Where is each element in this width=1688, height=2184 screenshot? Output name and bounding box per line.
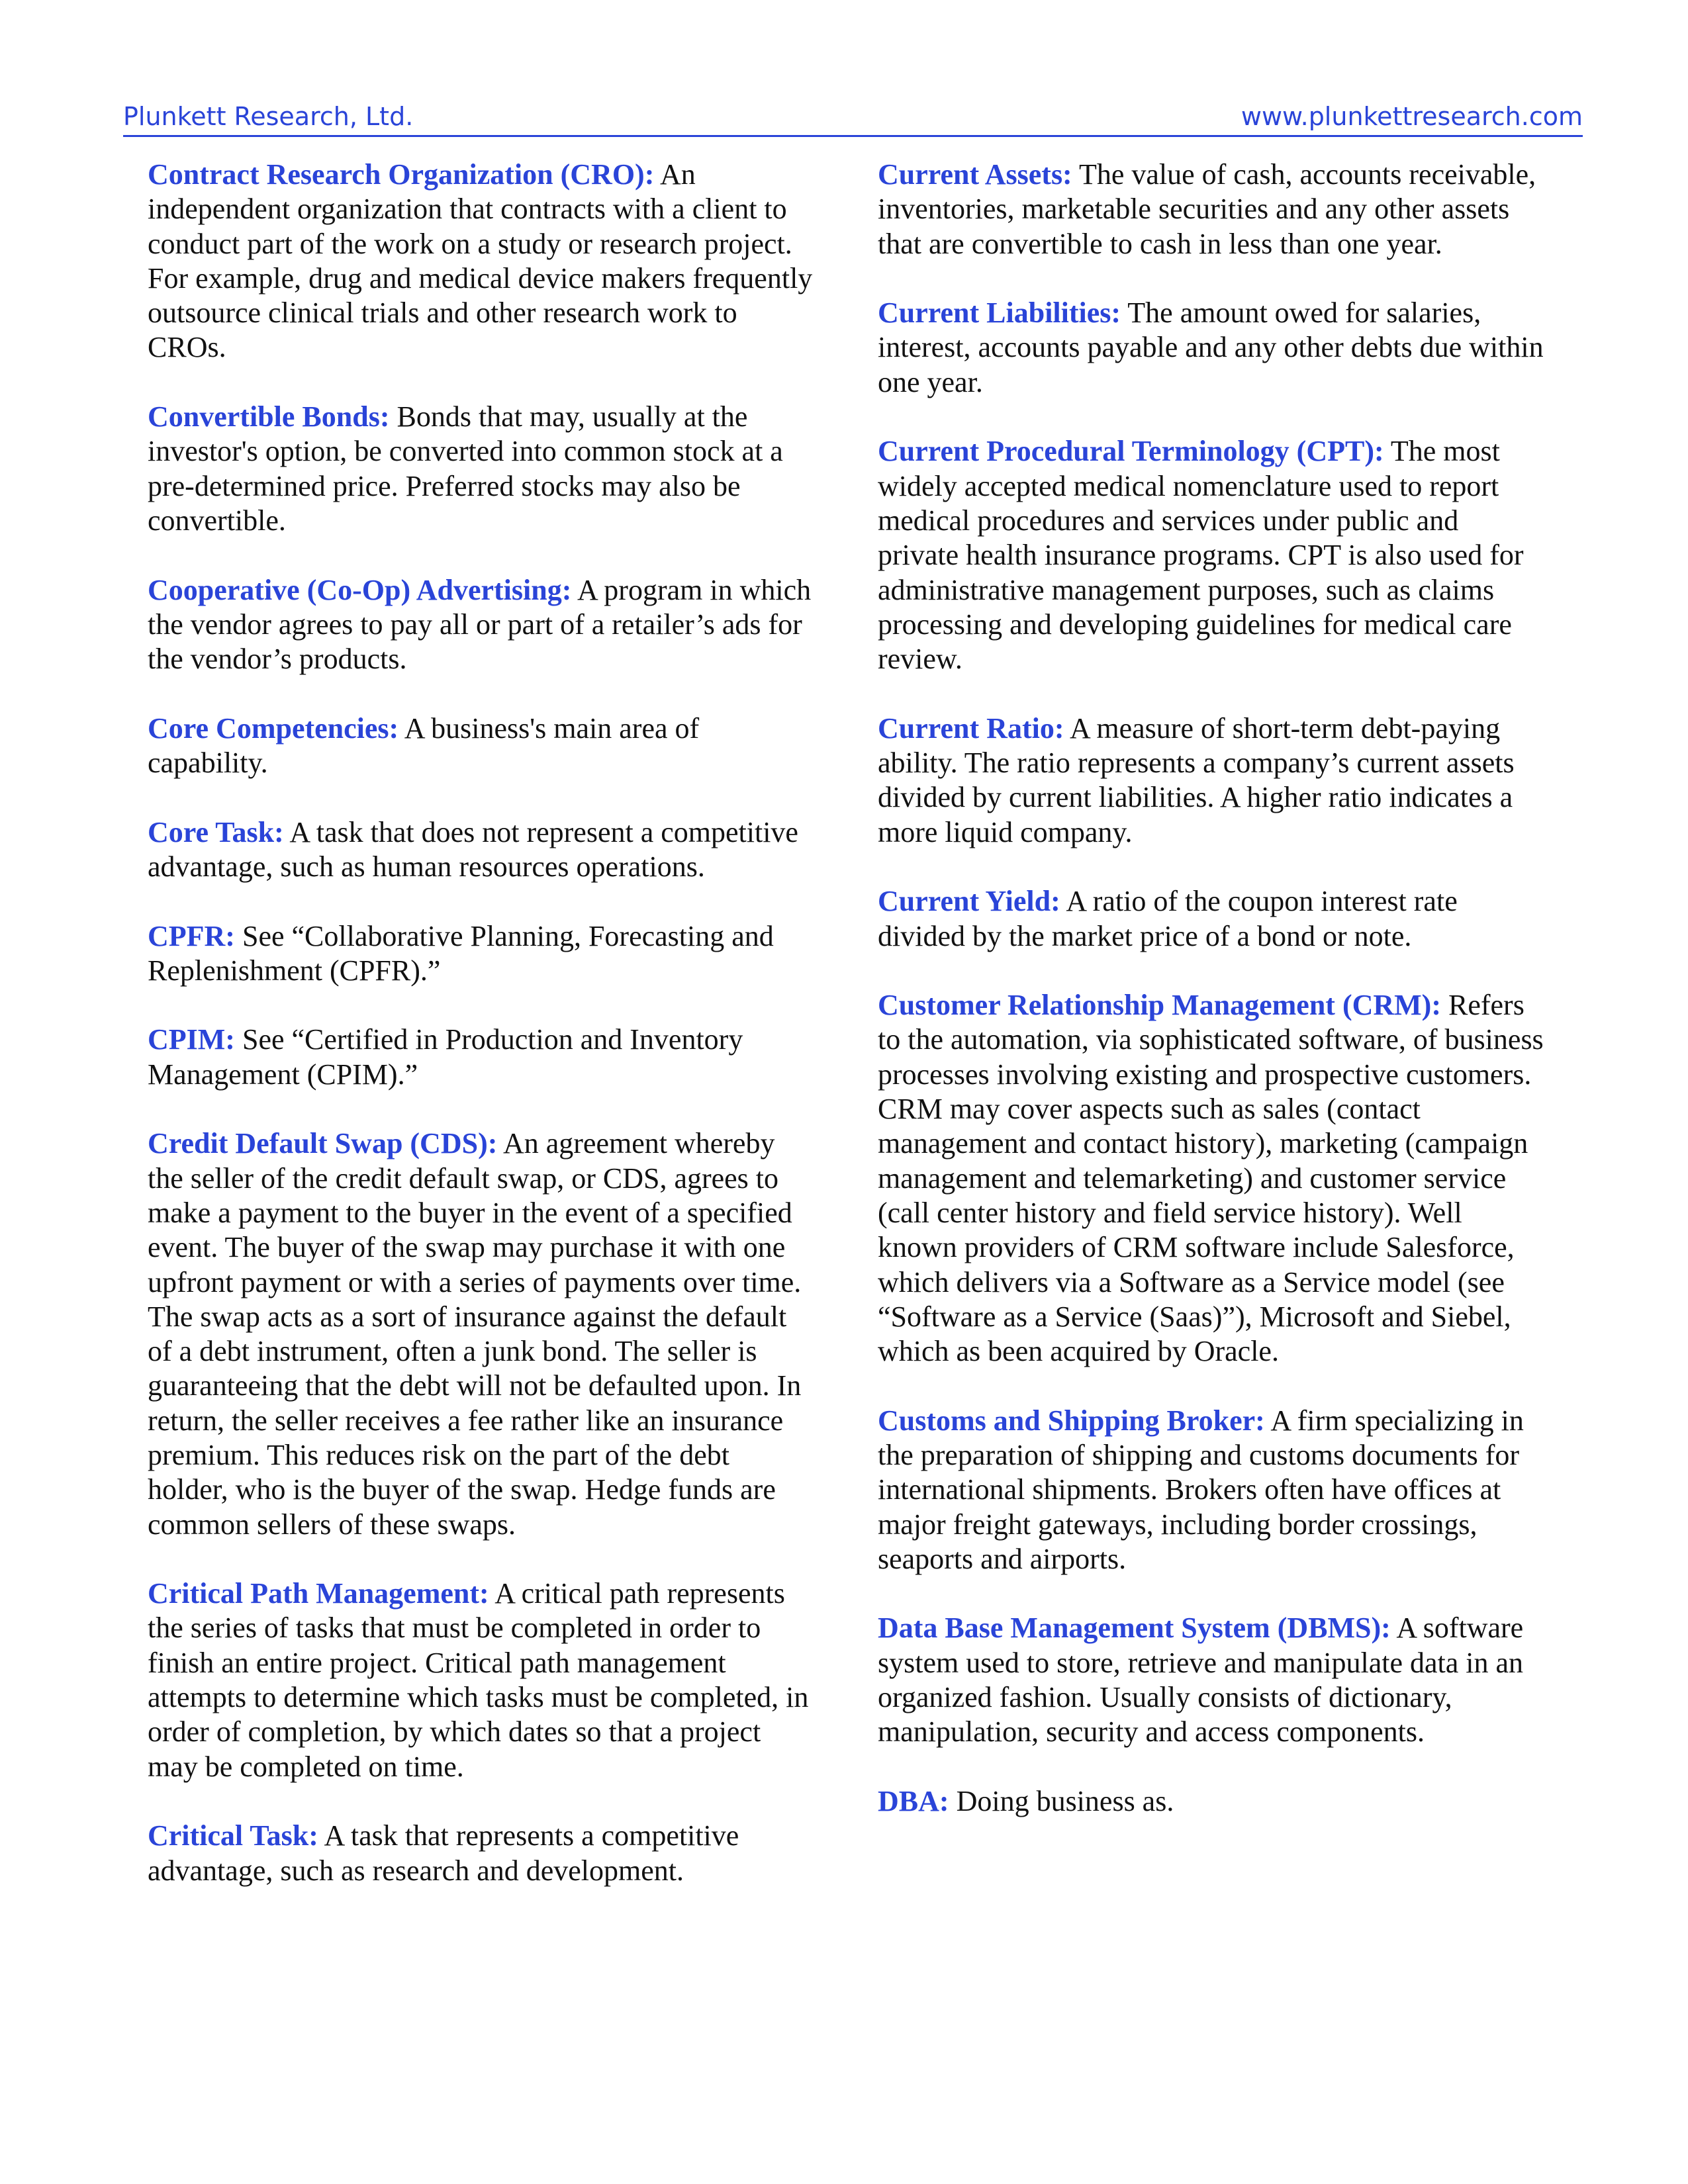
glossary-definition: The most widely accepted medical nomenclature used to report medical procedures and services under public and private health insurance programs. CPT is also used for administrative management purposes, such as claims processing and developing guidelines for medical care review. [878, 435, 1524, 676]
glossary-definition: Refers to the automation, via sophisticated software, of business processes involving existing and prospective customers. CRM may cover aspects such as sales (contact management and contact history), marketing (campaign management and telemarketing) and customer service (call center history and field service history). Well known providers of CRM software include Salesforce, which delivers via a Software as a Service model (see “Software as a Service (Saas)”), Microsoft and Siebel, which as been acquired by Oracle. [878, 989, 1544, 1368]
glossary-entry [148, 815, 816, 885]
glossary-term: Current Liabilities: [878, 296, 1121, 330]
glossary-definition: A ratio of the coupon interest rate divided by the market price of a bond or note. [878, 885, 1458, 952]
glossary-definition: An independent organization that contracts with a client to conduct part of the work on a study or research project. For example, drug and medical device makers frequently outsource clinical trials and other research work to CROs. [148, 158, 813, 364]
glossary-definition: See “Collaborative Planning, Forecasting and Replenishment (CPFR).” [148, 919, 774, 987]
glossary-entry [148, 1576, 816, 1784]
glossary-term: Current Procedural Terminology (CPT): [878, 435, 1384, 468]
glossary-term: Cooperative (Co-Op) Advertising: [148, 573, 572, 606]
glossary-definition: A program in which the vendor agrees to pay all or part of a retailer’s ads for the vendor’s products. [148, 573, 812, 676]
glossary-term: Current Assets: [878, 158, 1072, 191]
glossary-entry [148, 1126, 816, 1542]
glossary-term: Contract Research Organization (CRO): [148, 158, 655, 191]
glossary-definition: The amount owed for salaries, interest, accounts payable and any other debts due within one year. [878, 296, 1544, 398]
glossary-entry [878, 1784, 1546, 1819]
glossary-term: Current Ratio: [878, 711, 1064, 745]
website-link[interactable]: www.plunkettresearch.com [1241, 102, 1583, 131]
glossary-entry [878, 158, 1546, 261]
glossary-term: Current Yield: [878, 885, 1060, 918]
glossary-term: Core Competencies: [148, 711, 399, 745]
glossary-term: Customs and Shipping Broker: [878, 1404, 1265, 1437]
glossary-term: Critical Task: [148, 1819, 318, 1852]
glossary-definition: See “Certified in Production and Inventory Management (CPIM).” [148, 1023, 743, 1091]
glossary-entry [148, 919, 816, 989]
glossary-definition: A task that represents a competitive advantage, such as research and development. [148, 1819, 739, 1887]
glossary-definition: A critical path represents the series of tasks that must be completed in order to finish an entire project. Critical path management attempts to determine which tasks must be completed, in order of completion, by which dates so that a project may be completed on time. [148, 1577, 809, 1783]
glossary-term: Credit Default Swap (CDS): [148, 1127, 498, 1160]
glossary-entry [148, 400, 816, 538]
glossary-entry [148, 158, 816, 365]
glossary-definition: Doing business as. [956, 1784, 1174, 1817]
glossary-definition: Bonds that may, usually at the investor's option, be converted into common stock at a pre-determined price. Preferred stocks may also be convertible. [148, 400, 783, 537]
glossary-entry [878, 884, 1546, 954]
glossary-entry [878, 1404, 1546, 1576]
glossary-entry [148, 1819, 816, 1888]
glossary-entry [878, 434, 1546, 676]
right-column [878, 158, 1546, 1854]
left-column [148, 158, 816, 1923]
glossary-term: Core Task: [148, 815, 284, 848]
glossary-entry [148, 711, 816, 781]
glossary-entry [148, 1023, 816, 1092]
glossary-entry [148, 573, 816, 677]
glossary-term: Critical Path Management: [148, 1577, 489, 1610]
glossary-entry [878, 296, 1546, 400]
glossary-entry [878, 1611, 1546, 1749]
glossary-term: CPFR: [148, 919, 235, 952]
glossary-definition: A measure of short-term debt-paying ability. The ratio represents a company’s current assets divided by current liabilities. A higher ratio indicates a more liquid company. [878, 711, 1515, 848]
glossary-definition: The value of cash, accounts receivable, inventories, marketable securities and any other assets that are convertible to cash in less than one year. [878, 158, 1536, 260]
company-name: Plunkett Research, Ltd. [123, 102, 414, 131]
glossary-term: Customer Relationship Management (CRM): [878, 989, 1441, 1022]
glossary-definition: A task that does not represent a competitive advantage, such as human resources operations. [148, 815, 798, 883]
page-header [123, 98, 1583, 137]
glossary-term: CPIM: [148, 1023, 235, 1056]
glossary-entry [878, 988, 1546, 1369]
glossary-definition: A software system used to store, retrieve and manipulate data in an organized fashion. Usually consists of dictionary, manipulation, security and access components. [878, 1612, 1524, 1749]
glossary-definition: A business's main area of capability. [148, 711, 700, 780]
glossary-entry [878, 711, 1546, 850]
glossary-term: DBA: [878, 1784, 949, 1817]
glossary-term: Data Base Management System (DBMS): [878, 1612, 1391, 1645]
glossary-definition: A firm specializing in the preparation of shipping and customs documents for international shipments. Brokers often have offices at major freight gateways, including border crossings, seaports and airports. [878, 1404, 1524, 1575]
glossary-term: Convertible Bonds: [148, 400, 390, 433]
glossary-definition: An agreement whereby the seller of the credit default swap, or CDS, agrees to make a payment to the buyer in the event of a specified event. The buyer of the swap may purchase it with one upfront payment or with a series of payments over time. The swap acts as a sort of insurance against the default of a debt instrument, often a junk bond. The seller is guaranteeing that the debt will not be defaulted upon. In return, the seller receives a fee rather like an insurance premium. This reduces risk on the part of the debt holder, who is the buyer of the swap. Hedge funds are common sellers of these swaps. [148, 1127, 802, 1541]
